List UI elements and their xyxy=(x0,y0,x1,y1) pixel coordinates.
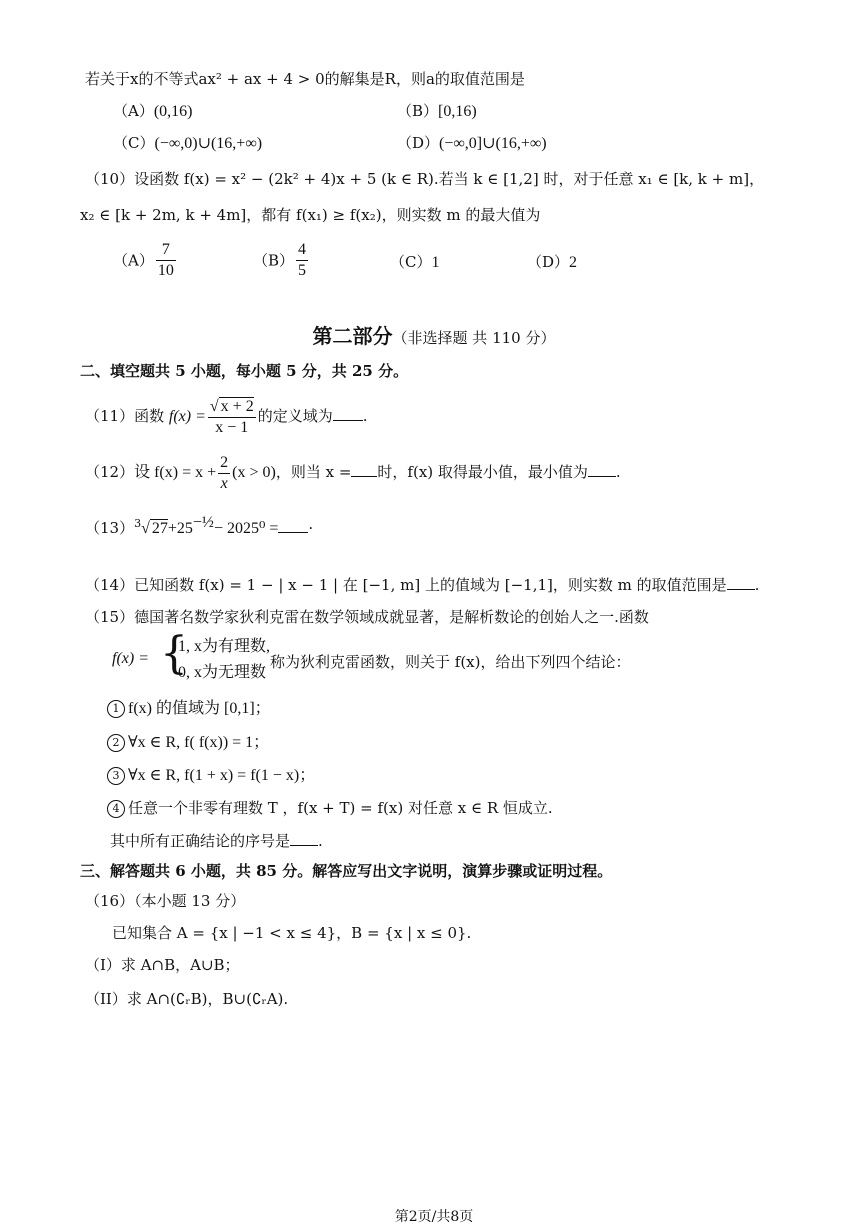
q15-end: . xyxy=(318,832,323,850)
q10-option-d-label: （D） xyxy=(527,253,570,271)
q15-item-4 xyxy=(107,797,553,819)
q9-option-c-value: (−∞,0)∪(16,+∞) xyxy=(154,135,263,152)
q14-number: （14） xyxy=(85,576,135,594)
q9-option-d-value: (−∞,0]∪(16,+∞) xyxy=(439,135,547,152)
q11-end: . xyxy=(362,407,368,425)
q15-item-2-text: ∀x ∈ R, f( f(x)) = 1； xyxy=(128,734,270,751)
part2-title-main: 第二部分 xyxy=(312,324,393,348)
q9-option-b-value: [0,16) xyxy=(438,103,477,120)
q9-text: 若关于x的不等式ax² + ax + 4 > 0的解集是R，则a的取值范围是 xyxy=(85,70,525,88)
q13-stem xyxy=(85,512,313,540)
q12-condition: (x > 0) xyxy=(232,464,276,481)
q10-option-a xyxy=(113,240,178,281)
q11-radicand: x + 2 xyxy=(220,397,254,415)
q13-cube-root: √ 27 xyxy=(141,520,168,537)
q9-option-a-label: （A） xyxy=(113,102,154,120)
q9-stem xyxy=(85,68,525,90)
q10-stem-line1 xyxy=(85,168,764,190)
q16-part2: （II）求 A∩(∁ᵣB)，B∪(∁ᵣA). xyxy=(85,990,289,1008)
q10-line2: x₂ ∈ [k + 2m, k + 4m]，都有 f(x₁) ≥ f(x₂)，则实数 m 的最大值为 xyxy=(80,206,541,224)
q10-option-b-denominator: 5 xyxy=(298,262,307,279)
q15-item-1-mark: 1 xyxy=(107,700,125,718)
q13-exponent: −½ xyxy=(192,514,214,531)
section2-heading: 二、填空题共 5 小题，每小题 5 分，共 25 分。 xyxy=(80,362,409,380)
q15-item-4-mark: 4 xyxy=(107,800,125,818)
q10-option-b-label: （B） xyxy=(253,251,295,270)
q14-text: 已知函数 f(x) = 1 − | x − 1 | 在 [−1, m] 上的值域为 [−1,1]，则实数 m 的取值范围是 xyxy=(134,576,727,594)
q13-answer-blank[interactable] xyxy=(278,522,308,533)
q11-answer-blank[interactable] xyxy=(333,406,363,421)
q13-plus-term: +25 xyxy=(167,520,193,537)
q15-item-2 xyxy=(107,731,269,754)
q10-option-a-fraction xyxy=(156,240,176,281)
q15-item-2-mark: 2 xyxy=(107,734,125,752)
q15-case1: 1, x为有理数, xyxy=(178,638,271,655)
q9-option-a xyxy=(113,100,193,123)
q12-text-a: 设 f(x) = x + xyxy=(134,464,217,481)
q15-ask-text: 其中所有正确结论的序号是 xyxy=(110,832,291,850)
q15-intro-text: 德国著名数学家狄利克雷在数学领域成就显著，是解析数论的创始人之一.函数 xyxy=(134,608,649,626)
q11-fraction xyxy=(208,397,256,438)
q11-text-a: 函数 xyxy=(134,407,165,425)
q15-item-3 xyxy=(107,764,315,787)
q9-option-d-label: （D） xyxy=(397,134,440,152)
q16-number: （16） xyxy=(85,892,135,910)
q10-option-a-denominator: 10 xyxy=(157,262,174,279)
q13-end: · xyxy=(308,519,314,537)
q14-answer-blank[interactable] xyxy=(727,575,755,590)
q15-item-1 xyxy=(107,697,271,720)
q10-option-d-value: 2 xyxy=(569,254,578,271)
q10-option-a-label: （A） xyxy=(113,251,154,270)
q15-answer-blank[interactable] xyxy=(290,831,318,846)
q16-score: （本小题 13 分） xyxy=(134,892,246,910)
q16-header xyxy=(85,890,245,912)
q10-stem-line2 xyxy=(80,204,540,226)
q11-stem xyxy=(85,396,368,438)
q9-option-c-label: （C） xyxy=(113,134,155,152)
q10-option-a-numerator: 7 xyxy=(156,240,176,261)
q15-intro xyxy=(85,606,649,628)
q15-case2: 0, x为无理数 xyxy=(178,664,267,681)
q12-text-d: f(x) 取得最小值，最小值为 xyxy=(407,463,588,481)
q15-ask xyxy=(110,830,323,852)
q10-option-b-numerator: 4 xyxy=(296,240,308,261)
q11-denominator: x − 1 xyxy=(215,418,249,436)
q9-option-a-value: (0,16) xyxy=(153,103,193,120)
q11-numerator: √ x + 2 xyxy=(208,397,256,418)
q16-part1: （I）求 A∩B，A∪B； xyxy=(85,956,240,974)
part2-title xyxy=(0,322,868,352)
q12-x-blank[interactable] xyxy=(351,462,377,477)
q11-function: f(x) = xyxy=(168,408,206,425)
q10-option-c-value: 1 xyxy=(431,254,440,271)
q12-text-b: ，则当 x = xyxy=(275,463,352,481)
q14-stem xyxy=(85,574,759,596)
q10-line1: 设函数 f(x) = x² − (2k² + 4)x + 5 (k ∈ R).若当 k ∈ [1,2] 时，对于任意 x₁ ∈ [k, k + m]， xyxy=(134,170,765,188)
q10-option-c xyxy=(390,251,439,274)
q14-end: . xyxy=(754,576,760,594)
q10-option-b-fraction xyxy=(296,240,308,281)
q9-option-b-label: （B） xyxy=(397,102,439,120)
q12-number: （12） xyxy=(85,463,135,481)
q12-text-c: 时， xyxy=(377,463,408,481)
q12-denominator: x xyxy=(220,474,228,492)
q10-number: （10） xyxy=(85,170,135,188)
q15-item-1-text: f(x) 的值域为 [0,1]； xyxy=(128,700,271,717)
q9-option-b xyxy=(397,100,477,123)
q15-brace: { xyxy=(160,628,188,679)
q12-end: . xyxy=(615,463,621,481)
page-footer: 第2页/共8页 xyxy=(394,1209,474,1225)
q12-stem xyxy=(85,452,621,494)
q11-text-b: 的定义域为 xyxy=(257,407,333,425)
q12-min-blank[interactable] xyxy=(588,462,616,477)
q10-option-b xyxy=(253,240,310,281)
q15-function-name: f(x) = xyxy=(112,650,149,667)
q15-item-3-text: ∀x ∈ R, f(1 + x) = f(1 − x)； xyxy=(128,767,316,784)
q13-rest: − 2025⁰ = xyxy=(213,520,279,537)
q15-item-3-mark: 3 xyxy=(107,767,125,785)
q12-fraction xyxy=(218,453,230,494)
q11-number: （11） xyxy=(85,407,135,425)
q15-item-4-text: 任意一个非零有理数 T ，f(x + T) = f(x) 对任意 x ∈ R 恒成立. xyxy=(128,799,553,817)
q10-option-d xyxy=(527,251,577,274)
q10-option-c-label: （C） xyxy=(390,253,432,271)
q12-numerator: 2 xyxy=(218,453,230,474)
q13-root-index: 3 xyxy=(134,517,142,530)
q13-radicand: 27 xyxy=(151,520,168,537)
part2-title-sub: （非选择题 共 110 分） xyxy=(392,329,556,347)
q13-number: （13） xyxy=(85,519,135,537)
section3-heading: 三、解答题共 6 小题，共 85 分。解答应写出文字说明，演算步骤或证明过程。 xyxy=(80,862,613,880)
q15-after: 称为狄利克雷函数，则关于 f(x)，给出下列四个结论： xyxy=(270,653,631,671)
q9-option-d xyxy=(397,132,547,155)
q15-number: （15） xyxy=(85,608,135,626)
q16-given: 已知集合 A = {x | −1 < x ≤ 4}，B = {x | x ≤ 0}. xyxy=(112,924,472,942)
q9-option-c xyxy=(113,132,262,155)
